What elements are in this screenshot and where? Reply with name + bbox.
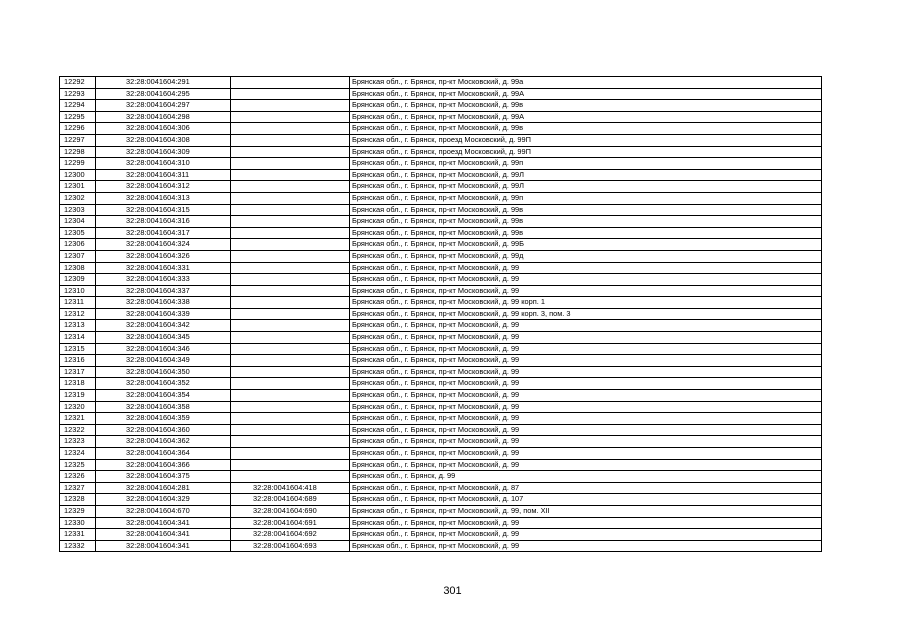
row-number-cell: 12302: [60, 192, 96, 204]
address-cell: Брянская обл., г. Брянск, пр-кт Московский, д. 99Б: [350, 239, 822, 251]
linked-cadastral-number-cell: [231, 471, 350, 483]
linked-cadastral-number-cell: [231, 366, 350, 378]
linked-cadastral-number-cell: [231, 146, 350, 158]
table-body: [60, 77, 822, 552]
table-row: [60, 332, 822, 344]
cadastral-number-cell: 32:28:0041604:339: [96, 308, 231, 320]
cadastral-number-cell: 32:28:0041604:359: [96, 413, 231, 425]
address-cell: Брянская обл., г. Брянск, пр-кт Московский, д. 99в: [350, 227, 822, 239]
row-number-cell: 12324: [60, 448, 96, 460]
row-number-cell: 12327: [60, 482, 96, 494]
cadastral-number-cell: 32:28:0041604:326: [96, 250, 231, 262]
cadastral-number-cell: 32:28:0041604:670: [96, 505, 231, 517]
linked-cadastral-number-cell: [231, 88, 350, 100]
table-row: [60, 216, 822, 228]
linked-cadastral-number-cell: [231, 134, 350, 146]
cadastral-table: [59, 76, 822, 552]
table-row: [60, 250, 822, 262]
address-cell: Брянская обл., г. Брянск, пр-кт Московский, д. 99Л: [350, 169, 822, 181]
cadastral-number-cell: 32:28:0041604:310: [96, 158, 231, 170]
linked-cadastral-number-cell: [231, 123, 350, 135]
linked-cadastral-number-cell: [231, 308, 350, 320]
table-row: [60, 424, 822, 436]
address-cell: Брянская обл., г. Брянск, пр-кт Московский, д. 99: [350, 448, 822, 460]
address-cell: Брянская обл., г. Брянск, пр-кт Московский, д. 99 корп. 1: [350, 297, 822, 309]
cadastral-number-cell: 32:28:0041604:309: [96, 146, 231, 158]
cadastral-number-cell: 32:28:0041604:341: [96, 517, 231, 529]
table-row: [60, 413, 822, 425]
address-cell: Брянская обл., г. Брянск, пр-кт Московский, д. 99: [350, 285, 822, 297]
table-row: [60, 529, 822, 541]
table-row: [60, 123, 822, 135]
address-cell: Брянская обл., г. Брянск, пр-кт Московский, д. 99в: [350, 216, 822, 228]
linked-cadastral-number-cell: [231, 343, 350, 355]
row-number-cell: 12319: [60, 390, 96, 402]
address-cell: Брянская обл., г. Брянск, пр-кт Московский, д. 99в: [350, 123, 822, 135]
address-cell: Брянская обл., г. Брянск, пр-кт Московский, д. 99: [350, 262, 822, 274]
address-cell: Брянская обл., г. Брянск, пр-кт Московский, д. 99А: [350, 111, 822, 123]
cadastral-number-cell: 32:28:0041604:291: [96, 77, 231, 89]
cadastral-number-cell: 32:28:0041604:341: [96, 540, 231, 552]
address-cell: Брянская обл., г. Брянск, пр-кт Московский, д. 99а: [350, 77, 822, 89]
row-number-cell: 12312: [60, 308, 96, 320]
table-row: [60, 100, 822, 112]
cadastral-number-cell: 32:28:0041604:315: [96, 204, 231, 216]
address-cell: Брянская обл., г. Брянск, пр-кт Московский, д. 99Л: [350, 181, 822, 193]
row-number-cell: 12318: [60, 378, 96, 390]
row-number-cell: 12329: [60, 505, 96, 517]
cadastral-number-cell: 32:28:0041604:337: [96, 285, 231, 297]
row-number-cell: 12305: [60, 227, 96, 239]
linked-cadastral-number-cell: [231, 250, 350, 262]
linked-cadastral-number-cell: [231, 378, 350, 390]
cadastral-number-cell: 32:28:0041604:350: [96, 366, 231, 378]
row-number-cell: 12301: [60, 181, 96, 193]
linked-cadastral-number-cell: [231, 158, 350, 170]
cadastral-number-cell: 32:28:0041604:311: [96, 169, 231, 181]
table-row: [60, 436, 822, 448]
linked-cadastral-number-cell: [231, 111, 350, 123]
address-cell: Брянская обл., г. Брянск, пр-кт Московский, д. 99п: [350, 192, 822, 204]
table-row: [60, 158, 822, 170]
row-number-cell: 12316: [60, 355, 96, 367]
linked-cadastral-number-cell: [231, 424, 350, 436]
address-cell: Брянская обл., г. Брянск, пр-кт Московский, д. 99в: [350, 100, 822, 112]
linked-cadastral-number-cell: [231, 262, 350, 274]
cadastral-number-cell: 32:28:0041604:364: [96, 448, 231, 460]
cadastral-number-cell: 32:28:0041604:331: [96, 262, 231, 274]
table-row: [60, 111, 822, 123]
cadastral-number-cell: 32:28:0041604:281: [96, 482, 231, 494]
table-row: [60, 390, 822, 402]
table-row: [60, 355, 822, 367]
address-cell: Брянская обл., г. Брянск, пр-кт Московский, д. 99: [350, 459, 822, 471]
address-cell: Брянская обл., г. Брянск, пр-кт Московский, д. 99: [350, 366, 822, 378]
cadastral-number-cell: 32:28:0041604:358: [96, 401, 231, 413]
cadastral-number-cell: 32:28:0041604:375: [96, 471, 231, 483]
cadastral-number-cell: 32:28:0041604:338: [96, 297, 231, 309]
table-row: [60, 297, 822, 309]
table-row: [60, 471, 822, 483]
cadastral-number-cell: 32:28:0041604:341: [96, 529, 231, 541]
table-row: [60, 459, 822, 471]
linked-cadastral-number-cell: [231, 169, 350, 181]
row-number-cell: 12323: [60, 436, 96, 448]
address-cell: Брянская обл., г. Брянск, пр-кт Московский, д. 99: [350, 390, 822, 402]
cadastral-number-cell: 32:28:0041604:352: [96, 378, 231, 390]
address-cell: Брянская обл., г. Брянск, пр-кт Московский, д. 99: [350, 413, 822, 425]
cadastral-number-cell: 32:28:0041604:342: [96, 320, 231, 332]
row-number-cell: 12314: [60, 332, 96, 344]
cadastral-number-cell: 32:28:0041604:362: [96, 436, 231, 448]
row-number-cell: 12320: [60, 401, 96, 413]
address-cell: Брянская обл., г. Брянск, пр-кт Московский, д. 99: [350, 529, 822, 541]
row-number-cell: 12330: [60, 517, 96, 529]
cadastral-number-cell: 32:28:0041604:346: [96, 343, 231, 355]
row-number-cell: 12315: [60, 343, 96, 355]
cadastral-number-cell: 32:28:0041604:308: [96, 134, 231, 146]
row-number-cell: 12299: [60, 158, 96, 170]
row-number-cell: 12308: [60, 262, 96, 274]
cadastral-number-cell: 32:28:0041604:298: [96, 111, 231, 123]
address-cell: Брянская обл., г. Брянск, пр-кт Московский, д. 99: [350, 401, 822, 413]
table-row: [60, 134, 822, 146]
linked-cadastral-number-cell: [231, 413, 350, 425]
linked-cadastral-number-cell: 32:28:0041604:691: [231, 517, 350, 529]
table-row: [60, 274, 822, 286]
row-number-cell: 12307: [60, 250, 96, 262]
row-number-cell: 12303: [60, 204, 96, 216]
table-row: [60, 378, 822, 390]
address-cell: Брянская обл., г. Брянск, пр-кт Московский, д. 99д: [350, 250, 822, 262]
linked-cadastral-number-cell: [231, 390, 350, 402]
address-cell: Брянская обл., г. Брянск, пр-кт Московский, д. 99: [350, 355, 822, 367]
address-cell: Брянская обл., г. Брянск, пр-кт Московский, д. 107: [350, 494, 822, 506]
address-cell: Брянская обл., г. Брянск, пр-кт Московский, д. 99п: [350, 158, 822, 170]
row-number-cell: 12326: [60, 471, 96, 483]
row-number-cell: 12332: [60, 540, 96, 552]
row-number-cell: 12295: [60, 111, 96, 123]
address-cell: Брянская обл., г. Брянск, пр-кт Московский, д. 99, пом. XII: [350, 505, 822, 517]
row-number-cell: 12297: [60, 134, 96, 146]
address-cell: Брянская обл., г. Брянск, пр-кт Московский, д. 99: [350, 517, 822, 529]
address-cell: Брянская обл., г. Брянск, пр-кт Московский, д. 99А: [350, 88, 822, 100]
page-number: 301: [443, 585, 462, 597]
address-cell: Брянская обл., г. Брянск, пр-кт Московский, д. 99: [350, 320, 822, 332]
linked-cadastral-number-cell: 32:28:0041604:418: [231, 482, 350, 494]
address-cell: Брянская обл., г. Брянск, проезд Московский, д. 99П: [350, 146, 822, 158]
table-row: [60, 505, 822, 517]
row-number-cell: 12322: [60, 424, 96, 436]
table-row: [60, 366, 822, 378]
address-cell: Брянская обл., г. Брянск, пр-кт Московский, д. 99: [350, 424, 822, 436]
cadastral-number-cell: 32:28:0041604:345: [96, 332, 231, 344]
table-row: [60, 146, 822, 158]
address-cell: Брянская обл., г. Брянск, пр-кт Московский, д. 87: [350, 482, 822, 494]
linked-cadastral-number-cell: [231, 332, 350, 344]
row-number-cell: 12294: [60, 100, 96, 112]
cadastral-number-cell: 32:28:0041604:366: [96, 459, 231, 471]
row-number-cell: 12321: [60, 413, 96, 425]
cadastral-number-cell: 32:28:0041604:324: [96, 239, 231, 251]
row-number-cell: 12313: [60, 320, 96, 332]
table-row: [60, 517, 822, 529]
linked-cadastral-number-cell: 32:28:0041604:692: [231, 529, 350, 541]
address-cell: Брянская обл., г. Брянск, пр-кт Московский, д. 99: [350, 343, 822, 355]
row-number-cell: 12328: [60, 494, 96, 506]
address-cell: Брянская обл., г. Брянск, пр-кт Московский, д. 99в: [350, 204, 822, 216]
table-row: [60, 320, 822, 332]
row-number-cell: 12304: [60, 216, 96, 228]
row-number-cell: 12292: [60, 77, 96, 89]
table-row: [60, 204, 822, 216]
address-cell: Брянская обл., г. Брянск, пр-кт Московский, д. 99: [350, 378, 822, 390]
address-cell: Брянская обл., г. Брянск, пр-кт Московский, д. 99 корп. 3, пом. 3: [350, 308, 822, 320]
cadastral-number-cell: 32:28:0041604:349: [96, 355, 231, 367]
table-row: [60, 227, 822, 239]
table-row: [60, 239, 822, 251]
row-number-cell: 12311: [60, 297, 96, 309]
cadastral-number-cell: 32:28:0041604:313: [96, 192, 231, 204]
linked-cadastral-number-cell: [231, 227, 350, 239]
cadastral-number-cell: 32:28:0041604:360: [96, 424, 231, 436]
linked-cadastral-number-cell: [231, 239, 350, 251]
address-cell: Брянская обл., г. Брянск, д. 99: [350, 471, 822, 483]
linked-cadastral-number-cell: [231, 100, 350, 112]
linked-cadastral-number-cell: 32:28:0041604:690: [231, 505, 350, 517]
row-number-cell: 12310: [60, 285, 96, 297]
cadastral-number-cell: 32:28:0041604:312: [96, 181, 231, 193]
address-cell: Брянская обл., г. Брянск, проезд Московский, д. 99П: [350, 134, 822, 146]
linked-cadastral-number-cell: [231, 77, 350, 89]
linked-cadastral-number-cell: [231, 448, 350, 460]
address-cell: Брянская обл., г. Брянск, пр-кт Московский, д. 99: [350, 274, 822, 286]
table-row: [60, 77, 822, 89]
cadastral-number-cell: 32:28:0041604:297: [96, 100, 231, 112]
table-row: [60, 262, 822, 274]
linked-cadastral-number-cell: [231, 216, 350, 228]
table-row: [60, 169, 822, 181]
cadastral-number-cell: 32:28:0041604:316: [96, 216, 231, 228]
linked-cadastral-number-cell: [231, 297, 350, 309]
row-number-cell: 12309: [60, 274, 96, 286]
cadastral-number-cell: 32:28:0041604:329: [96, 494, 231, 506]
linked-cadastral-number-cell: 32:28:0041604:689: [231, 494, 350, 506]
cadastral-number-cell: 32:28:0041604:354: [96, 390, 231, 402]
row-number-cell: 12293: [60, 88, 96, 100]
row-number-cell: 12296: [60, 123, 96, 135]
linked-cadastral-number-cell: [231, 401, 350, 413]
table-row: [60, 192, 822, 204]
table-row: [60, 448, 822, 460]
table-row: [60, 482, 822, 494]
cadastral-number-cell: 32:28:0041604:306: [96, 123, 231, 135]
linked-cadastral-number-cell: [231, 436, 350, 448]
address-cell: Брянская обл., г. Брянск, пр-кт Московский, д. 99: [350, 332, 822, 344]
linked-cadastral-number-cell: [231, 204, 350, 216]
table-row: [60, 494, 822, 506]
table-row: [60, 308, 822, 320]
row-number-cell: 12306: [60, 239, 96, 251]
row-number-cell: 12331: [60, 529, 96, 541]
row-number-cell: 12298: [60, 146, 96, 158]
table-row: [60, 401, 822, 413]
table-row: [60, 285, 822, 297]
address-cell: Брянская обл., г. Брянск, пр-кт Московский, д. 99: [350, 436, 822, 448]
table-row: [60, 181, 822, 193]
linked-cadastral-number-cell: [231, 192, 350, 204]
linked-cadastral-number-cell: [231, 320, 350, 332]
table-row: [60, 540, 822, 552]
table-row: [60, 88, 822, 100]
linked-cadastral-number-cell: [231, 285, 350, 297]
row-number-cell: 12325: [60, 459, 96, 471]
table-row: [60, 343, 822, 355]
row-number-cell: 12317: [60, 366, 96, 378]
linked-cadastral-number-cell: [231, 181, 350, 193]
row-number-cell: 12300: [60, 169, 96, 181]
cadastral-number-cell: 32:28:0041604:317: [96, 227, 231, 239]
linked-cadastral-number-cell: [231, 459, 350, 471]
address-cell: Брянская обл., г. Брянск, пр-кт Московский, д. 99: [350, 540, 822, 552]
linked-cadastral-number-cell: 32:28:0041604:693: [231, 540, 350, 552]
cadastral-number-cell: 32:28:0041604:295: [96, 88, 231, 100]
linked-cadastral-number-cell: [231, 274, 350, 286]
linked-cadastral-number-cell: [231, 355, 350, 367]
cadastral-number-cell: 32:28:0041604:333: [96, 274, 231, 286]
